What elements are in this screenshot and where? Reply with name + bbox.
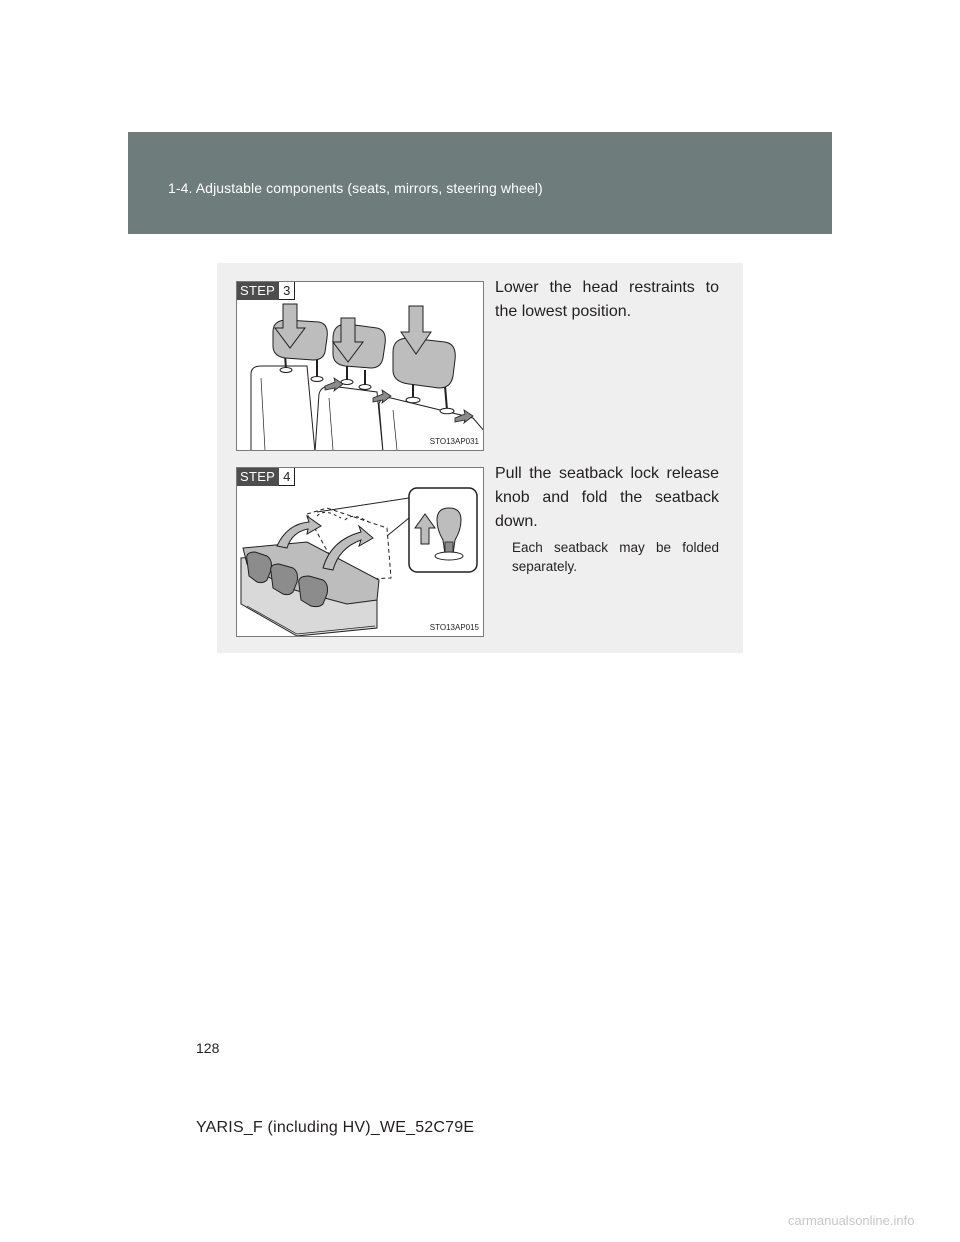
step4-figure xyxy=(236,467,484,637)
step3-badge xyxy=(237,282,295,300)
figure-code: STO13AP015 xyxy=(429,623,479,632)
seatback-fold-illustration xyxy=(237,468,484,637)
page-number: 128 xyxy=(196,1040,220,1056)
center-seatback-outline xyxy=(315,386,383,451)
section-header-title: 1-4. Adjustable components (seats, mirrors, steering wheel) xyxy=(168,180,543,196)
figure-code: STO13AP031 xyxy=(429,437,479,446)
step-badge-word: STEP xyxy=(237,282,279,300)
step-badge-number: 3 xyxy=(279,282,295,300)
step3-figure xyxy=(236,281,484,451)
head-restraint-left xyxy=(273,320,327,360)
step4-badge xyxy=(237,468,295,486)
step4-instruction: Pull the seatback lock release knob and fold the seatback down. xyxy=(495,465,719,530)
step4-note: Each seatback may be folded separately. xyxy=(512,540,719,574)
head-restraints-illustration xyxy=(237,282,484,451)
step-badge-number: 4 xyxy=(279,468,295,486)
left-seatback-outline xyxy=(251,366,315,451)
section-header-band xyxy=(128,132,832,234)
document-id: YARIS_F (including HV)_WE_52C79E xyxy=(196,1119,475,1136)
step3-instruction: Lower the head restraints to the lowest position. xyxy=(495,279,719,320)
head-restraint-right xyxy=(393,338,455,388)
watermark: carmanualsonline.info xyxy=(788,1213,915,1228)
step-badge-word: STEP xyxy=(237,468,279,486)
